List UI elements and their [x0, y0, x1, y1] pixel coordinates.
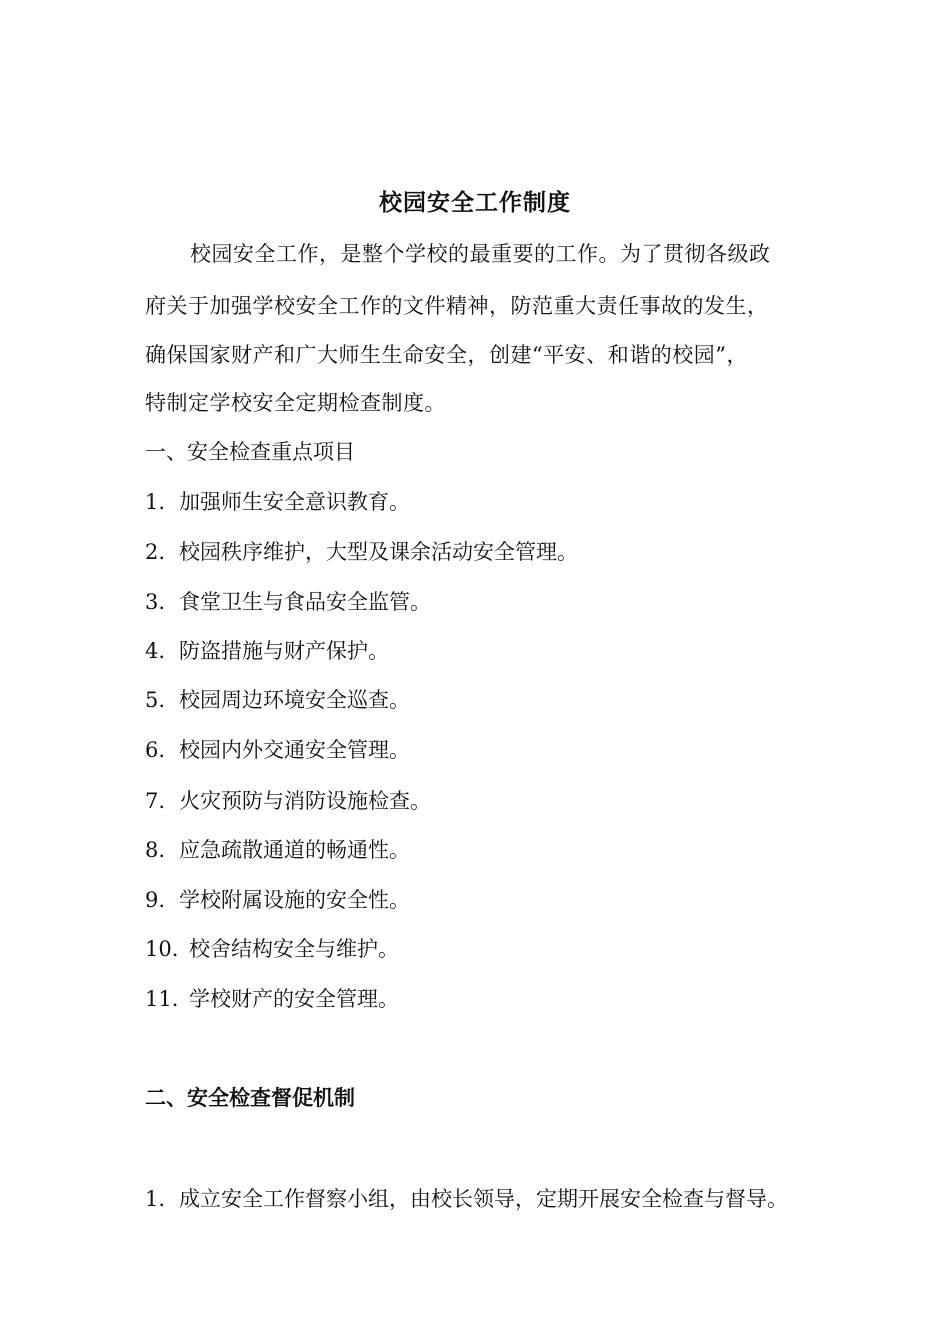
list-item-text: 应急疏散通道的畅通性。 — [179, 838, 410, 862]
list-item — [145, 635, 389, 665]
list-item-text: 学校附属设施的安全性。 — [179, 888, 410, 912]
list-item-number: 2. — [145, 540, 166, 564]
list-item — [145, 785, 431, 815]
list-item-number: 8. — [145, 838, 166, 862]
list-item — [145, 586, 431, 616]
list-item-number: 1. — [145, 1187, 166, 1211]
list-item-text: 食堂卫生与食品安全监管。 — [179, 590, 431, 614]
list-item — [145, 536, 578, 566]
list-item — [145, 734, 410, 764]
list-item — [145, 983, 399, 1013]
list-item — [145, 486, 410, 516]
list-item — [145, 933, 399, 963]
list-item-number: 9. — [145, 888, 166, 912]
list-item-number: 4. — [145, 639, 166, 663]
section1-heading: 一、安全检查重点项目 — [145, 440, 355, 464]
list-item-text: 加强师生安全意识教育。 — [179, 490, 410, 514]
list-item-text: 学校财产的安全管理。 — [189, 987, 399, 1011]
list-item — [145, 684, 410, 714]
list-item-number: 5. — [145, 688, 166, 712]
list-item-text: 防盗措施与财产保护。 — [179, 639, 389, 663]
document-title: 校园安全工作制度 — [379, 189, 571, 216]
list-item-number: 3. — [145, 590, 166, 614]
list-item-text: 校舍结构安全与维护。 — [189, 937, 399, 961]
section2-heading: 二、安全检查督促机制 — [145, 1085, 355, 1110]
intro-line-4: 特制定学校安全定期检查制度。 — [145, 391, 446, 415]
intro-line-3: 确保国家财产和广大师生生命安全，创建“平安、和谐的校园”， — [145, 343, 748, 367]
list-item-text: 校园内外交通安全管理。 — [179, 738, 410, 762]
list-item-number: 1. — [145, 490, 166, 514]
intro-line-1: 校园安全工作，是整个学校的最重要的工作。为了贯彻各级政 — [190, 242, 771, 266]
list-item-text: 成立安全工作督察小组，由校长领导，定期开展安全检查与督导。 — [179, 1187, 788, 1211]
list-item — [145, 884, 410, 914]
list-item-number: 10. — [145, 937, 179, 961]
list-item — [145, 834, 410, 864]
intro-line-2: 府关于加强学校安全工作的文件精神，防范重大责任事故的发生， — [145, 294, 769, 318]
list-item-number: 11. — [145, 987, 179, 1011]
list-item-text: 火灾预防与消防设施检查。 — [179, 789, 431, 813]
list-item-text: 校园秩序维护，大型及课余活动安全管理。 — [179, 540, 578, 564]
list-item-text: 校园周边环境安全巡查。 — [179, 688, 410, 712]
list-item-number: 7. — [145, 789, 166, 813]
list-item — [145, 1183, 788, 1213]
list-item-number: 6. — [145, 738, 166, 762]
